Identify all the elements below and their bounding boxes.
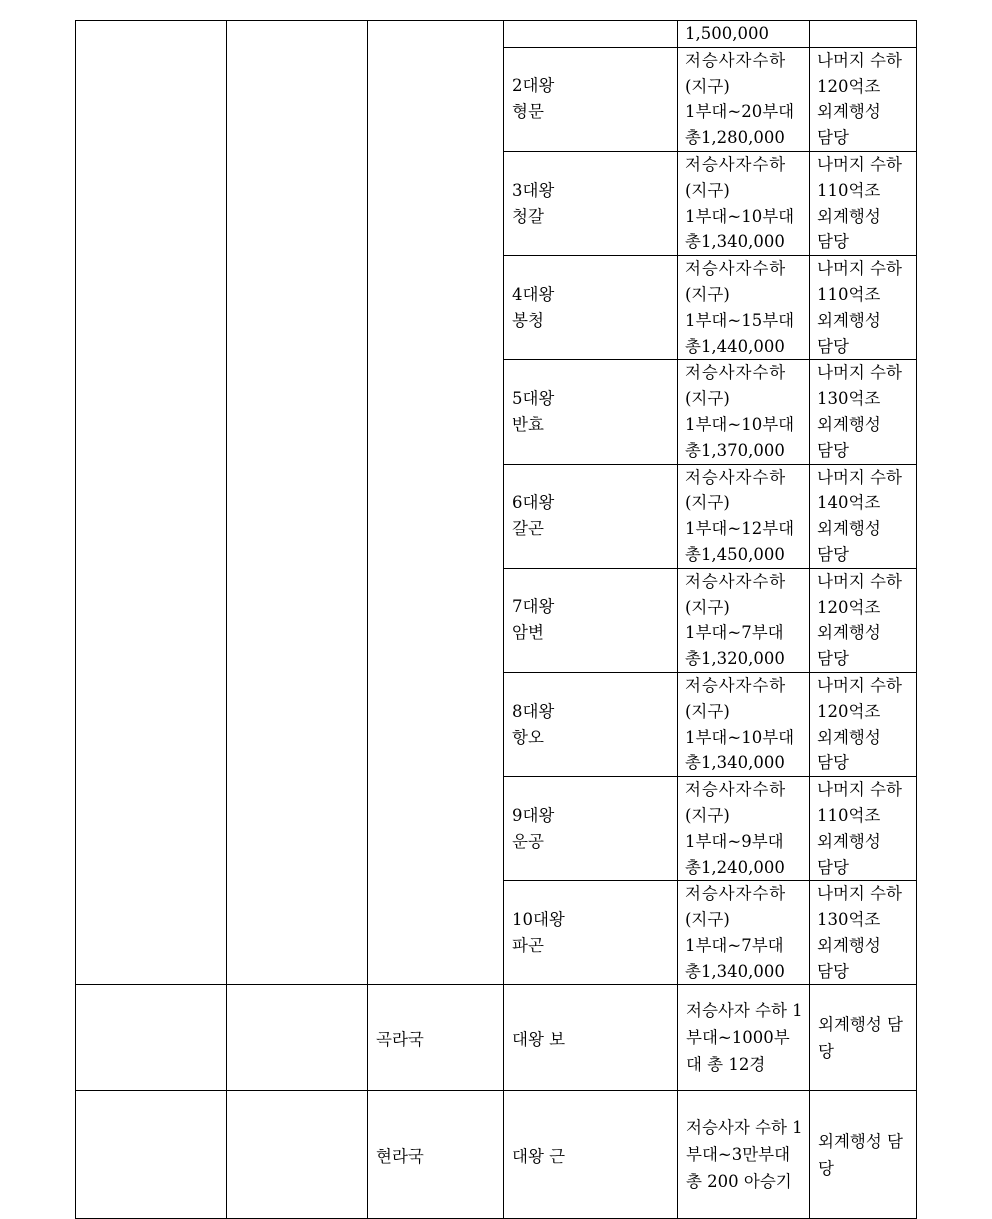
troops-line: (지구)	[685, 701, 730, 721]
duty-line: 외계행성	[817, 623, 881, 643]
duty-line: 140억조	[817, 493, 881, 513]
king-name: 청갈	[512, 206, 544, 226]
king-name-cell: 대왕 근	[504, 1091, 678, 1219]
king-number: 5대왕	[512, 388, 555, 408]
king-number: 2대왕	[512, 76, 555, 96]
duty-line: 나머지 수하	[817, 50, 902, 70]
troops-line: 저승사자수하	[685, 259, 787, 279]
king-name: 반효	[512, 414, 544, 434]
duty-line: 담당	[817, 649, 849, 669]
cell-empty	[227, 985, 368, 1091]
troops-line: 저승사자수하	[685, 154, 787, 174]
duty-line: 나머지 수하	[817, 154, 902, 174]
cell-empty	[76, 1091, 227, 1219]
troops-cell	[678, 256, 810, 360]
troops-line: 1부대~12부대	[685, 519, 795, 539]
duty-line: 110억조	[817, 180, 881, 200]
duty-line: 외계행성	[817, 206, 881, 226]
king-name: 파곤	[512, 935, 544, 955]
cell-empty	[227, 1091, 368, 1219]
duty-line: 120억조	[817, 701, 881, 721]
cell-empty	[76, 985, 227, 1091]
troops-line: 1부대~10부대	[685, 727, 795, 747]
troops-total: 1,500,000	[685, 24, 769, 43]
duty-line: 담당	[817, 753, 849, 773]
duty-line: 나머지 수하	[817, 259, 902, 279]
cell-empty	[810, 21, 917, 48]
troops-line: 1부대~15부대	[685, 310, 795, 330]
duty-line: 나머지 수하	[817, 571, 902, 591]
troops-cell	[678, 777, 810, 881]
troops-line: 1부대~20부대	[685, 102, 795, 122]
troops-line: 1부대~10부대	[685, 206, 795, 226]
troops-cell	[678, 360, 810, 464]
duty-cell	[810, 360, 917, 464]
king-name-cell	[504, 777, 678, 881]
king-name: 갈곤	[512, 519, 544, 539]
troops-cell	[678, 151, 810, 255]
duty-cell	[810, 256, 917, 360]
table-row	[76, 21, 917, 48]
duty-line: 외계행성	[817, 102, 881, 122]
king-name-cell	[504, 464, 678, 568]
king-name-cell: 대왕 보	[504, 985, 678, 1091]
duty-cell	[810, 464, 917, 568]
king-number: 8대왕	[512, 701, 555, 721]
king-name-cell	[504, 881, 678, 985]
king-name-cell	[504, 256, 678, 360]
duty-line: 110억조	[817, 805, 881, 825]
troops-line: (지구)	[685, 76, 730, 96]
duty-line: 나머지 수하	[817, 363, 902, 383]
troops-line: 1부대~7부대	[685, 623, 784, 643]
duty-line: 외계행성	[817, 727, 881, 747]
duty-line: 담당	[817, 440, 849, 460]
duty-cell	[810, 672, 917, 776]
troops-cell	[678, 881, 810, 985]
troops-line: (지구)	[685, 180, 730, 200]
duty-line: 담당	[817, 128, 849, 148]
duty-line: 나머지 수하	[817, 675, 902, 695]
troops-line: 총1,450,000	[685, 544, 785, 564]
king-number: 9대왕	[512, 805, 555, 825]
duty-line: 외계행성	[817, 414, 881, 434]
king-number: 7대왕	[512, 597, 555, 617]
duty-cell	[810, 151, 917, 255]
troops-line: 저승사자수하	[685, 571, 787, 591]
king-number: 6대왕	[512, 493, 555, 513]
troops-cell: 저승사자 수하 1부대~1000부대 총 12경	[678, 985, 810, 1091]
duty-cell	[810, 881, 917, 985]
troops-line: 총1,340,000	[685, 961, 785, 981]
troops-line: (지구)	[685, 910, 730, 930]
cell-empty	[76, 21, 227, 985]
troops-line: 총1,440,000	[685, 336, 785, 356]
troops-line: 저승사자수하	[685, 50, 787, 70]
table-row	[76, 1091, 917, 1219]
troops-line: 저승사자수하	[685, 675, 787, 695]
troops-cell	[678, 21, 810, 48]
duty-line: 110억조	[817, 284, 881, 304]
king-name: 항오	[512, 727, 544, 747]
king-name-cell	[504, 672, 678, 776]
troops-line: (지구)	[685, 389, 730, 409]
duty-line: 나머지 수하	[817, 467, 902, 487]
duty-line: 130억조	[817, 910, 881, 930]
duty-line: 나머지 수하	[817, 884, 902, 904]
troops-line: (지구)	[685, 805, 730, 825]
troops-cell	[678, 568, 810, 672]
troops-cell	[678, 464, 810, 568]
duty-line: 나머지 수하	[817, 780, 902, 800]
troops-line: (지구)	[685, 493, 730, 513]
troops-line: 총1,280,000	[685, 128, 785, 148]
king-name: 운공	[512, 831, 544, 851]
troops-line: (지구)	[685, 284, 730, 304]
troops-line: 총1,340,000	[685, 753, 785, 773]
king-name: 형문	[512, 102, 544, 122]
king-number: 4대왕	[512, 284, 555, 304]
troops-line: 총1,320,000	[685, 649, 785, 669]
king-name-cell	[504, 568, 678, 672]
king-name: 암변	[512, 623, 544, 643]
troops-line: 총1,240,000	[685, 857, 785, 877]
cell-empty	[368, 21, 504, 985]
duty-cell	[810, 47, 917, 151]
duty-line: 외계행성	[817, 935, 881, 955]
troops-line: 1부대~10부대	[685, 414, 795, 434]
cell-empty	[504, 21, 678, 48]
duty-cell	[810, 777, 917, 881]
duty-line: 담당	[817, 232, 849, 252]
king-name: 봉청	[512, 310, 544, 330]
king-number: 10대왕	[512, 909, 565, 929]
duty-line: 외계행성	[817, 831, 881, 851]
king-name-cell	[504, 47, 678, 151]
duty-line: 외계행성	[817, 519, 881, 539]
duty-cell	[810, 568, 917, 672]
duty-line: 담당	[817, 544, 849, 564]
cell-empty	[227, 21, 368, 985]
duty-cell: 외계행성 담당	[810, 985, 917, 1091]
duty-line: 담당	[817, 857, 849, 877]
troops-line: 저승사자수하	[685, 467, 787, 487]
table-row	[76, 985, 917, 1091]
duty-line: 120억조	[817, 597, 881, 617]
country-cell: 곡라국	[368, 985, 504, 1091]
duty-line: 담당	[817, 336, 849, 356]
troops-line: 1부대~7부대	[685, 935, 784, 955]
king-name-cell	[504, 360, 678, 464]
duty-cell: 외계행성 담당	[810, 1091, 917, 1219]
troops-cell	[678, 47, 810, 151]
troops-line: 총1,340,000	[685, 232, 785, 252]
duty-line: 외계행성	[817, 310, 881, 330]
troops-cell	[678, 672, 810, 776]
king-name-cell	[504, 151, 678, 255]
troops-line: 저승사자수하	[685, 363, 787, 383]
troops-line: (지구)	[685, 597, 730, 617]
duty-line: 120억조	[817, 76, 881, 96]
troops-line: 저승사자수하	[685, 780, 787, 800]
troops-line: 저승사자수하	[685, 884, 787, 904]
kings-table	[75, 20, 917, 1219]
troops-line: 총1,370,000	[685, 440, 785, 460]
duty-line: 담당	[817, 961, 849, 981]
troops-cell: 저승사자 수하 1부대~3만부대 총 200 아승기	[678, 1091, 810, 1219]
king-number: 3대왕	[512, 180, 555, 200]
country-cell: 현라국	[368, 1091, 504, 1219]
troops-line: 1부대~9부대	[685, 831, 784, 851]
duty-line: 130억조	[817, 389, 881, 409]
